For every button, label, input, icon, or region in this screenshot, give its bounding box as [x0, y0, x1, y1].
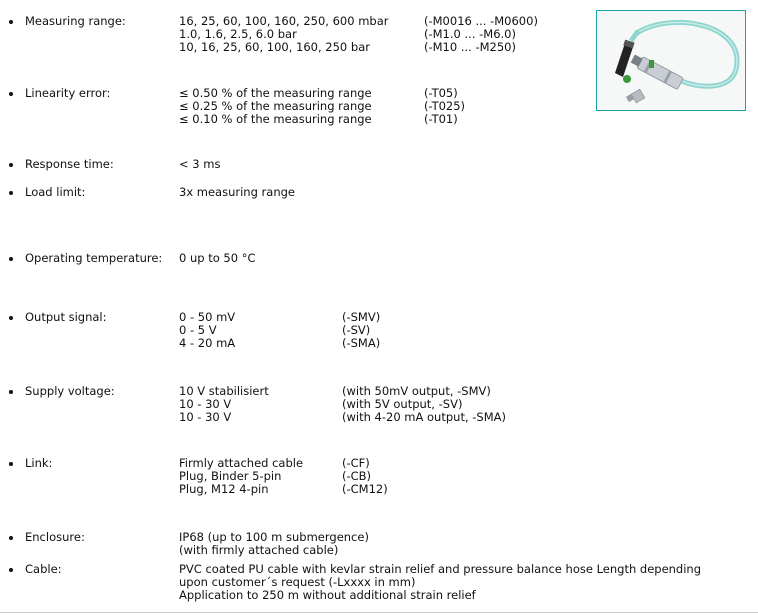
spec-value: ≤ 0.10 % of the measuring range: [179, 112, 372, 126]
spec-value: < 3 ms: [179, 157, 221, 171]
bullet: [9, 390, 13, 394]
spec-code: (-CB): [342, 469, 372, 483]
spec-code: (-SV): [342, 323, 371, 337]
spec-value: 3x measuring range: [179, 185, 295, 199]
bottom-divider: [0, 612, 758, 613]
spec-value: 0 - 5 V: [179, 323, 217, 337]
bullet: [9, 191, 13, 195]
spec-value: ≤ 0.25 % of the measuring range: [179, 99, 372, 113]
spec-value: (with firmly attached cable): [179, 543, 339, 557]
spec-codes: [424, 15, 538, 54]
spec-label: Response time:: [25, 157, 114, 171]
bullet: [9, 316, 13, 320]
spec-codes: [342, 457, 388, 496]
bullet: [9, 257, 13, 261]
spec-code: (-M0016 ... -M0600): [424, 14, 538, 28]
spec-codes: [342, 385, 506, 424]
spec-value: 10 - 30 V: [179, 397, 232, 411]
spec-values: [179, 563, 701, 602]
bullet: [9, 568, 13, 572]
spec-code: (-SMA): [342, 336, 381, 350]
spec-label: Operating temperature:: [25, 251, 163, 265]
spec-code: (with 5V output, -SV): [342, 397, 463, 411]
spec-label: Measuring range:: [25, 14, 126, 28]
spec-values: [179, 15, 389, 54]
bullet: [9, 536, 13, 540]
spec-code: (with 4-20 mA output, -SMA): [342, 410, 506, 424]
spec-codes: [342, 311, 380, 350]
spec-codes: [424, 87, 465, 126]
spec-code: (-CM12): [342, 482, 388, 496]
spec-value: Application to 250 m without additional strain relief: [179, 588, 476, 602]
spec-label: Load limit:: [25, 185, 86, 199]
bullet: [9, 92, 13, 96]
product-photo: [596, 10, 746, 111]
spec-values: [179, 87, 372, 126]
spec-label: Output signal:: [25, 310, 107, 324]
spec-label: Enclosure:: [25, 530, 85, 544]
spec-code: (-SMV): [342, 310, 381, 324]
spec-code: (-T025): [424, 99, 466, 113]
spec-code: (-CF): [342, 456, 370, 470]
pressure-sensor-image: [597, 11, 745, 110]
spec-label: Link:: [25, 456, 53, 470]
spec-label: Linearity error:: [25, 86, 111, 100]
spec-value: 1.0, 1.6, 2.5, 6.0 bar: [179, 27, 297, 41]
spec-value: 10 - 30 V: [179, 410, 232, 424]
green-cap: [623, 75, 631, 83]
spec-values: [179, 385, 269, 424]
spec-label: Supply voltage:: [25, 384, 115, 398]
spec-value: 4 - 20 mA: [179, 336, 236, 350]
spec-value: ≤ 0.50 % of the measuring range: [179, 86, 372, 100]
spec-value: 10 V stabilisiert: [179, 384, 269, 398]
spec-value: upon customer´s request (-Lxxxx in mm): [179, 575, 416, 589]
spec-value: 0 - 50 mV: [179, 310, 236, 324]
spec-value: Plug, M12 4-pin: [179, 482, 269, 496]
spec-value: PVC coated PU cable with kevlar strain relief and pressure balance hose Length depending: [179, 562, 702, 576]
spec-values: [179, 457, 303, 496]
bullet: [9, 462, 13, 466]
spec-code: (-M1.0 ... -M6.0): [424, 27, 516, 41]
spec-code: (-T01): [424, 112, 458, 126]
spec-value: IP68 (up to 100 m submergence): [179, 530, 369, 544]
spec-value: 10, 16, 25, 60, 100, 160, 250 bar: [179, 40, 370, 54]
spec-value: Plug, Binder 5-pin: [179, 469, 282, 483]
bullet: [9, 20, 13, 24]
spec-value: Firmly attached cable: [179, 456, 304, 470]
spec-code: (with 50mV output, -SMV): [342, 384, 491, 398]
spec-values: [179, 531, 369, 557]
spec-values: [179, 311, 235, 350]
spec-code: (-M10 ... -M250): [424, 40, 516, 54]
spec-code: (-T05): [424, 86, 458, 100]
bullet: [9, 163, 13, 167]
spec-label: Cable:: [25, 562, 62, 576]
spec-value: 0 up to 50 °C: [179, 251, 256, 265]
spec-value: 16, 25, 60, 100, 160, 250, 600 mbar: [179, 14, 389, 28]
